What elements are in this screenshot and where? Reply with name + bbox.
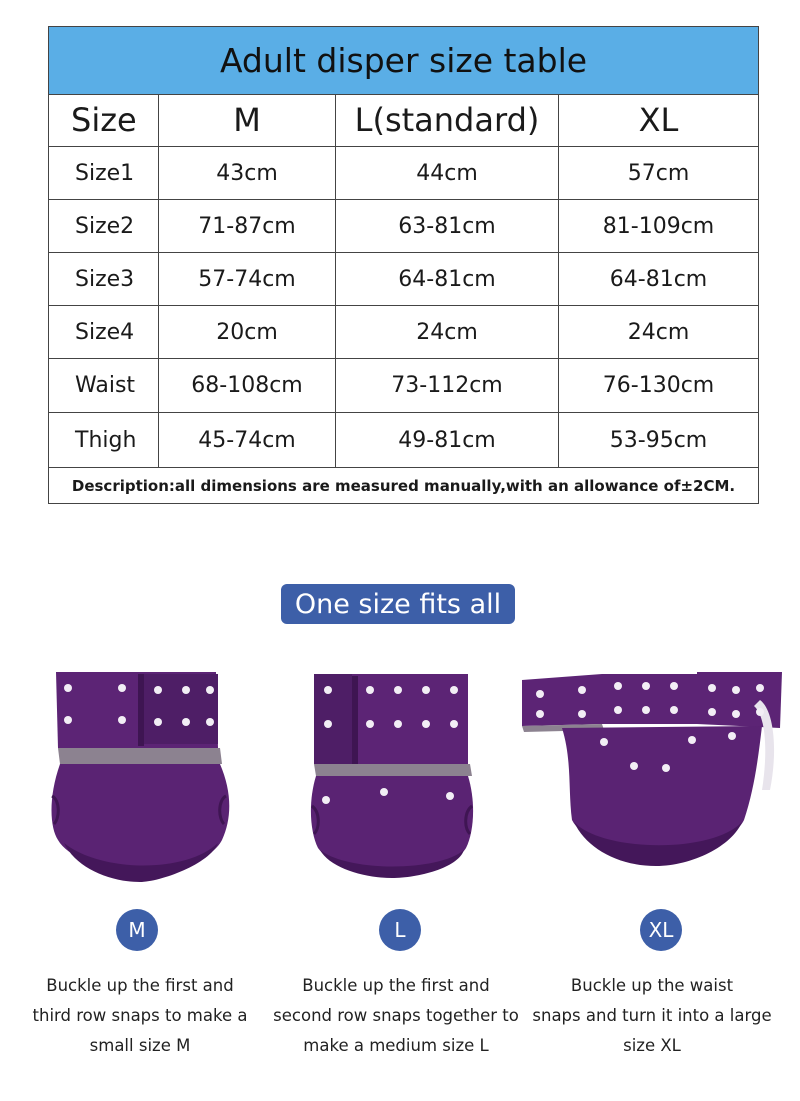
row-label: Size1 <box>49 147 159 199</box>
row-label: Waist <box>49 359 159 412</box>
cell-xl: 53-95cm <box>609 427 708 453</box>
cell-m: 20cm <box>159 306 336 358</box>
header-l: L(standard) <box>336 94 559 146</box>
cell-m: 57-74cm <box>159 253 336 305</box>
size-badge-xl: XL <box>640 909 682 951</box>
table-title: Adult disper size table <box>49 27 758 95</box>
cell-l: 49-81cm <box>336 413 559 467</box>
caption-line: third row snaps to make a <box>32 1006 248 1025</box>
header-size: Size <box>49 94 159 146</box>
caption-line: make a medium size L <box>303 1036 489 1055</box>
diaper-size-m-image <box>50 668 230 890</box>
diaper-size-xl-image <box>522 670 784 870</box>
cell-l: 73-112cm <box>336 359 559 412</box>
header-xl: XL <box>638 101 679 139</box>
caption-xl <box>522 971 782 1061</box>
row-label: Size4 <box>49 306 159 358</box>
table-row <box>49 359 758 413</box>
cell-l: 63-81cm <box>336 200 559 252</box>
table-header-row <box>49 94 758 147</box>
table-description: Description:all dimensions are measured manually,with an allowance of±2CM. <box>71 476 736 495</box>
diaper-size-l-image <box>308 672 478 882</box>
row-label: Size3 <box>49 253 159 305</box>
caption-m <box>10 971 270 1061</box>
size-badge-l: L <box>379 909 421 951</box>
cell-m: 68-108cm <box>159 359 336 412</box>
caption-line: size XL <box>623 1036 681 1055</box>
table-row <box>49 413 758 468</box>
cell-xl: 76-130cm <box>602 373 715 398</box>
cell-xl: 64-81cm <box>609 266 708 292</box>
table-row <box>49 147 758 200</box>
caption-line: second row snaps together to <box>273 1006 519 1025</box>
cell-l: 24cm <box>336 306 559 358</box>
row-label: Size2 <box>49 200 159 252</box>
caption-line: Buckle up the first and <box>46 976 234 995</box>
table-row <box>49 306 758 359</box>
table-row <box>49 253 758 306</box>
cell-m: 43cm <box>159 147 336 199</box>
cell-m: 45-74cm <box>159 413 336 467</box>
caption-line: Buckle up the first and <box>302 976 490 995</box>
cell-xl: 57cm <box>627 160 690 186</box>
size-badge-m: M <box>116 909 158 951</box>
cell-xl: 24cm <box>627 319 690 345</box>
caption-l <box>266 971 526 1061</box>
table-row <box>49 200 758 253</box>
one-size-banner: One size fits all <box>281 584 515 624</box>
caption-line: Buckle up the waist <box>570 976 734 995</box>
cell-m: 71-87cm <box>159 200 336 252</box>
cell-l: 44cm <box>336 147 559 199</box>
caption-line: small size M <box>89 1036 191 1055</box>
header-m: M <box>159 94 336 146</box>
cell-l: 64-81cm <box>336 253 559 305</box>
cell-xl: 81-109cm <box>602 213 715 239</box>
caption-line: snaps and turn it into a large <box>532 1006 772 1025</box>
row-label: Thigh <box>49 413 159 467</box>
size-table <box>48 26 759 504</box>
